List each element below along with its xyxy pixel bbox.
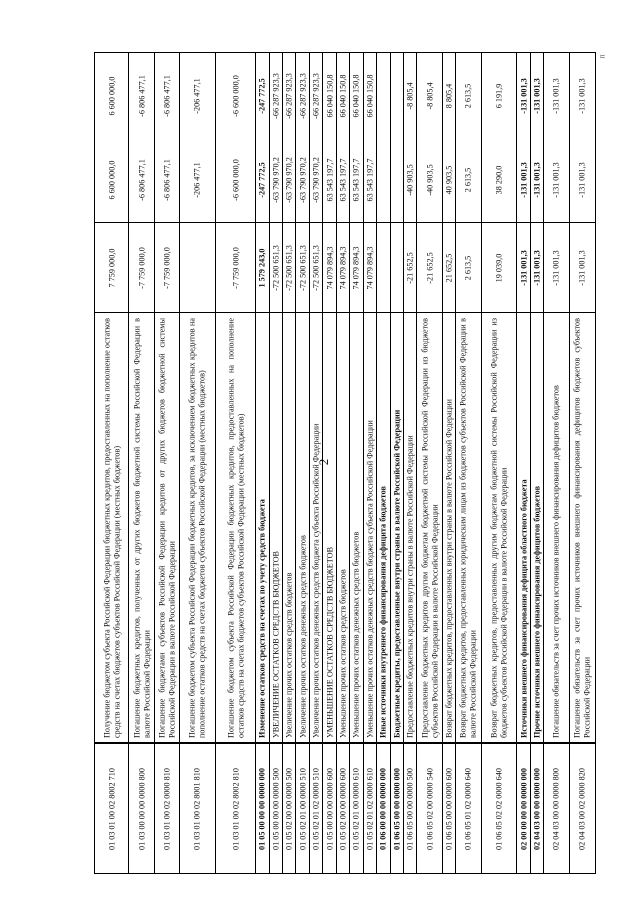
cell-text: 02 04 03 00 02 0000 820 (577, 767, 587, 850)
value-cell (129, 223, 153, 313)
cell-text: Возврат бюджетных кредитов, предоставленных внутри страны в валюте Российской Федерации (444, 398, 454, 738)
cell-text: -63 790 970,2 (297, 157, 307, 203)
value-cell (270, 53, 282, 138)
cell-text: -66 287 923,3 (311, 72, 321, 119)
corner-mark: п (597, 54, 607, 59)
cell-text: -8 805,4 (405, 81, 415, 110)
cell-text: 01 05 00 00 00 0000 500 (271, 767, 281, 850)
cell-text: 01 05 02 01 02 0000 510 (311, 767, 321, 850)
cell-text: -66 287 923,3 (297, 72, 307, 119)
cell-text: -247 772,5 (257, 77, 267, 114)
code-cell (544, 743, 568, 873)
code-cell (531, 743, 543, 873)
code-cell (391, 743, 403, 873)
cell-text: 01 06 05 00 00 0000 600 (444, 767, 454, 850)
value-cell (216, 223, 255, 313)
value-cell (337, 53, 349, 138)
code-cell (417, 743, 441, 873)
cell-text: -7 759 000,0 (136, 246, 146, 289)
name-cell (517, 313, 529, 743)
cell-text: -63 790 970,2 (311, 157, 321, 203)
cell-text: -131 001,3 (577, 249, 587, 286)
cell-text: Уменьшение прочих остатков денежных средств бюджетов (351, 531, 361, 738)
value-cell (456, 223, 480, 313)
name-cell (456, 313, 480, 743)
cell-text: 01 06 05 00 00 0000 500 (405, 767, 415, 850)
cell-text: 01 05 02 01 00 0000 510 (297, 767, 307, 850)
cell-text: 63 543 197,7 (324, 158, 334, 202)
cell-text: -131 001,3 (532, 162, 542, 198)
value-cell (256, 223, 268, 313)
name-cell (364, 313, 376, 743)
value-cell (570, 138, 595, 223)
name-cell (350, 313, 362, 743)
cell-text: Источники внешнего финансирования дефицита областного бюджета (518, 478, 528, 738)
code-cell (443, 743, 455, 873)
code-cell (377, 743, 389, 873)
value-cell (443, 223, 455, 313)
value-cell (180, 223, 215, 313)
cell-text: 02 04 03 00 00 0000 000 (532, 767, 542, 850)
cell-text: 01 03 00 00 00 0000 800 (136, 767, 146, 850)
value-cell (482, 53, 517, 138)
cell-text: 01 05 00 00 00 0000 000 (257, 767, 267, 850)
cell-text: -21 652,5 (405, 251, 415, 284)
name-cell (296, 313, 308, 743)
cell-text: 01 05 02 00 00 0000 600 (338, 767, 348, 850)
code-cell (296, 743, 308, 873)
code-cell (364, 743, 376, 873)
cell-text: 2 613,5 (463, 255, 473, 280)
code-cell (517, 743, 529, 873)
cell-text: -72 500 651,3 (297, 244, 307, 291)
cell-text: 01 03 01 00 02 8002 710 (106, 767, 116, 850)
name-cell (95, 313, 128, 743)
value-cell (417, 138, 441, 223)
cell-text: Предоставление бюджетных кредитов внутри страны в валюте Российской Федерации (405, 434, 415, 738)
cell-text: 74 079 894,3 (351, 246, 361, 289)
cell-text: УМЕНЬШЕНИЕ ОСТАТКОВ СРЕДСТВ БЮДЖЕТОВ (324, 546, 334, 738)
name-cell (256, 313, 268, 743)
name-cell (482, 313, 517, 743)
name-cell (443, 313, 455, 743)
cell-text: 66 040 150,8 (338, 74, 348, 117)
value-cell (456, 53, 480, 138)
value-cell (531, 223, 543, 313)
cell-text: 2 613,5 (463, 167, 473, 193)
value-cell (155, 223, 179, 313)
table-row (391, 53, 404, 873)
table-row (216, 53, 256, 873)
cell-text: -131 001,3 (532, 77, 542, 114)
cell-text: Погашение обязательств за счет прочих источников внешнего финансирования дефицитов бюджетов (551, 384, 561, 738)
cell-text: 01 06 05 01 02 0000 640 (463, 767, 473, 850)
code-cell (323, 743, 335, 873)
cell-text: Уменьшение прочих остатков средств бюджетов (338, 568, 348, 738)
cell-text: -6 600 000,0 (230, 74, 240, 117)
cell-text: Иные источники внутреннего финансирования дефицита бюджетов (378, 485, 388, 738)
value-cell (283, 138, 295, 223)
cell-text: 01 03 01 00 02 8002 810 (230, 767, 240, 850)
code-cell (95, 743, 128, 873)
value-cell (391, 138, 403, 223)
cell-text: 40 903,5 (444, 165, 454, 195)
code-cell (155, 743, 179, 873)
cell-text: Возврат бюджетных кредитов, предоставленных другим бюджетам бюджетной системы Российской Федерации из бюджетов субъектов Российской Федерации в валюте Российской Федерации (489, 317, 508, 738)
cell-text: 02 04 03 00 00 0000 800 (551, 767, 561, 850)
table-row (337, 53, 350, 873)
cell-text: 6 600 000,0 (106, 160, 116, 200)
cell-text: 01 03 01 00 02 8001 810 (192, 767, 202, 850)
cell-text: -40 903,5 (405, 164, 415, 196)
value-cell (296, 223, 308, 313)
table-row (570, 53, 595, 873)
value-cell (443, 53, 455, 138)
cell-text: Увеличение прочих остатков денежных средств бюджета субъекта Российской Федерации (311, 423, 321, 738)
cell-text: 66 040 150,8 (365, 74, 375, 117)
value-cell (270, 138, 282, 223)
cell-text: Увеличение прочих остатков средств бюджетов (284, 572, 294, 738)
name-cell (283, 313, 295, 743)
value-cell (377, 138, 389, 223)
code-cell (404, 743, 416, 873)
cell-text: 63 543 197,7 (338, 158, 348, 202)
value-cell (482, 223, 517, 313)
cell-text: 01 05 02 01 00 0000 610 (351, 767, 361, 850)
name-cell (216, 313, 255, 743)
table-row (323, 53, 336, 873)
cell-text: -7 759 000,0 (230, 246, 240, 289)
table-row (155, 53, 180, 873)
cell-text: 74 079 894,3 (338, 246, 348, 289)
cell-text: УВЕЛИЧЕНИЕ ОСТАТКОВ СРЕДСТВ БЮДЖЕТОВ (271, 550, 281, 738)
cell-text: Погашение обязательств за счет прочих источников внешнего финансирования дефицитов бюджетов субъектов Российской Федерации (572, 317, 592, 738)
cell-text: Погашение бюджетом субъекта Российской Федерации бюджетных кредитов, предоставленных на пополнение остатков средств на счетах бюджетов субъектов Российской Федерации (местных бюджетов) (226, 317, 245, 738)
budget-sources-table (94, 52, 596, 874)
value-cell (364, 53, 376, 138)
value-cell (216, 53, 255, 138)
table-row (129, 53, 154, 873)
value-cell (310, 223, 322, 313)
code-cell (456, 743, 480, 873)
cell-text: 01 06 05 00 00 0000 000 (391, 767, 401, 850)
value-cell (155, 138, 179, 223)
cell-text: Увеличение прочих остатков денежных средств бюджетов (297, 534, 307, 738)
value-cell (283, 53, 295, 138)
code-cell (310, 743, 322, 873)
name-cell (323, 313, 335, 743)
name-cell (377, 313, 389, 743)
value-cell (310, 53, 322, 138)
table-row (364, 53, 377, 873)
cell-text: -6 806 477,1 (136, 74, 146, 117)
cell-text: 19 039,0 (494, 253, 504, 282)
cell-text: 2 613,5 (463, 83, 473, 108)
value-cell (95, 223, 128, 313)
cell-text: 01 05 02 00 00 0000 500 (284, 767, 294, 850)
cell-text: -7 759 000,0 (162, 246, 172, 289)
cell-text: 63 543 197,7 (365, 158, 375, 202)
cell-text: -63 790 970,2 (271, 157, 281, 203)
table-row (270, 53, 283, 873)
cell-text: -40 903,5 (424, 164, 434, 196)
code-cell (180, 743, 215, 873)
value-cell (350, 223, 362, 313)
cell-text: 01 06 00 00 00 0000 000 (378, 767, 388, 850)
cell-text: -8 805,4 (424, 81, 434, 110)
value-cell (482, 138, 517, 223)
value-cell (517, 223, 529, 313)
code-cell (482, 743, 517, 873)
cell-text: Получение бюджетом субъекта Российской Федерации бюджетных кредитов, предоставленных на пополнение остатков средств на счетах бюджетов субъектов Российской Федерации (местных бюджетов) (102, 317, 121, 738)
cell-text: Изменение остатков средств на счетах по учету средств бюджета (257, 498, 267, 738)
cell-text: -131 001,3 (551, 162, 561, 198)
cell-text: -63 790 970,2 (284, 157, 294, 203)
cell-text: -131 001,3 (577, 162, 587, 198)
cell-text: 7 759 000,0 (106, 248, 116, 287)
value-cell (256, 53, 268, 138)
value-cell (544, 53, 568, 138)
cell-text: Погашение бюджетных кредитов, полученных от других бюджетов бюджетной системы Российской Федерации в валюте Российской Федерации (132, 317, 151, 738)
cell-text: Погашение бюджетом субъекта Российской Федерации бюджетных кредитов, за исключением бюджетных кредитов на пополнение остатков средств на счетах бюджетов субъектов Российской Федерации (местных бюджетов) (187, 317, 207, 738)
value-cell (391, 223, 403, 313)
value-cell (323, 223, 335, 313)
value-cell (531, 138, 543, 223)
cell-text: Бюджетные кредиты, предоставленные внутри страны в валюте Российской Федерации (391, 409, 401, 738)
cell-text: 6 600 000,0 (106, 76, 116, 115)
value-cell (364, 223, 376, 313)
name-cell (544, 313, 568, 743)
value-cell (296, 53, 308, 138)
table-row (180, 53, 216, 873)
cell-text: 21 652,5 (444, 253, 454, 282)
name-cell (531, 313, 543, 743)
cell-text: 01 05 00 00 00 0000 600 (324, 767, 334, 850)
value-cell (404, 138, 416, 223)
table-row (256, 53, 269, 873)
value-cell (323, 138, 335, 223)
value-cell (95, 53, 128, 138)
cell-text: 8 805,4 (444, 83, 454, 108)
cell-text: -72 500 651,3 (271, 244, 281, 291)
cell-text: 63 543 197,7 (351, 158, 361, 202)
code-cell (570, 743, 595, 873)
cell-text: Возврат бюджетных кредитов, предоставленных юридическим лицам из бюджетов субъектов Российской Федерации в валюте Российской Федерации (458, 317, 478, 738)
value-cell (377, 223, 389, 313)
value-cell (216, 138, 255, 223)
cell-text: -6 806 477,1 (162, 74, 172, 117)
cell-text: -66 287 923,3 (284, 72, 294, 119)
table-row (417, 53, 442, 873)
value-cell (337, 138, 349, 223)
value-cell (283, 223, 295, 313)
value-cell (443, 138, 455, 223)
cell-text: 74 079 894,3 (365, 246, 375, 289)
cell-text: 02 00 00 00 00 0000 000 (518, 767, 528, 850)
cell-text: -6 806 477,1 (162, 159, 172, 201)
value-cell (377, 53, 389, 138)
value-cell (129, 138, 153, 223)
name-cell (404, 313, 416, 743)
cell-text: -206 477,1 (192, 77, 202, 114)
table-row (456, 53, 481, 873)
table-row (404, 53, 417, 873)
value-cell (310, 138, 322, 223)
value-cell (95, 138, 128, 223)
value-cell (350, 138, 362, 223)
code-cell (337, 743, 349, 873)
table-row (443, 53, 456, 873)
value-cell (364, 138, 376, 223)
code-cell (270, 743, 282, 873)
name-cell (129, 313, 153, 743)
cell-text: Погашение бюджетами субъектов Российской Федерации кредитов от других бюджетов бюджетной системы Российской Федерации в валюте Российской Федерации (157, 317, 176, 738)
cell-text: -72 500 651,3 (311, 244, 321, 291)
value-cell (544, 223, 568, 313)
value-cell (256, 138, 268, 223)
name-cell (180, 313, 215, 743)
value-cell (270, 223, 282, 313)
cell-text: -131 001,3 (518, 77, 528, 114)
cell-text: 01 06 05 02 02 0000 640 (494, 767, 504, 850)
cell-text: 66 040 150,8 (324, 74, 334, 117)
cell-text: -131 001,3 (551, 77, 561, 114)
cell-text: -206 477,1 (192, 162, 202, 198)
cell-text: Уменьшение прочих остатков денежных средств бюджета субъекта Российской Федерации (365, 419, 375, 738)
cell-text: -6 806 477,1 (136, 159, 146, 201)
table-row (531, 53, 544, 873)
cell-text: 66 040 150,8 (351, 74, 361, 117)
name-cell (391, 313, 403, 743)
table-row (350, 53, 363, 873)
table-row (517, 53, 530, 873)
cell-text: 01 05 02 01 02 0000 610 (365, 767, 375, 850)
code-cell (283, 743, 295, 873)
value-cell (517, 53, 529, 138)
value-cell (296, 138, 308, 223)
value-cell (404, 223, 416, 313)
cell-text: -131 001,3 (518, 162, 528, 198)
value-cell (456, 138, 480, 223)
cell-text: Предоставление бюджетных кредитов другим бюджетам бюджетной системы Российской Федерации из бюджетов субъектов Российской Федерации в валюте Российской Федерации (420, 317, 439, 738)
cell-text: -72 500 651,3 (284, 244, 294, 291)
cell-text: Прочие источники внешнего финансирования дефицитов бюджетов (532, 485, 542, 738)
cell-text: 6 191,9 (494, 83, 504, 108)
value-cell (129, 53, 153, 138)
table-row (95, 53, 129, 873)
value-cell (417, 223, 441, 313)
name-cell (310, 313, 322, 743)
value-cell (570, 223, 595, 313)
code-cell (350, 743, 362, 873)
code-cell (129, 743, 153, 873)
cell-text: -131 001,3 (551, 249, 561, 286)
cell-text: 74 079 894,3 (324, 246, 334, 289)
value-cell (180, 138, 215, 223)
value-cell (391, 53, 403, 138)
code-cell (256, 743, 268, 873)
cell-text: -6 600 000,0 (230, 159, 240, 201)
cell-text: -21 652,5 (424, 251, 434, 284)
name-cell (570, 313, 595, 743)
value-cell (180, 53, 215, 138)
cell-text: -131 001,3 (518, 249, 528, 286)
cell-text: -131 001,3 (577, 77, 587, 114)
cell-text: 1 579 243,0 (257, 248, 267, 287)
name-cell (337, 313, 349, 743)
code-cell (216, 743, 255, 873)
value-cell (517, 138, 529, 223)
cell-text: 01 03 01 00 02 0000 810 (162, 767, 172, 850)
name-cell (155, 313, 179, 743)
cell-text: -131 001,3 (532, 249, 542, 286)
cell-text: -247 772,5 (257, 162, 267, 198)
value-cell (350, 53, 362, 138)
table-row (310, 53, 323, 873)
table-row (377, 53, 390, 873)
cell-text: 38 290,0 (494, 165, 504, 195)
value-cell (323, 53, 335, 138)
cell-text: -66 287 923,3 (271, 72, 281, 119)
value-cell (417, 53, 441, 138)
name-cell (270, 313, 282, 743)
table-row (296, 53, 309, 873)
page-number: 2 (316, 458, 331, 466)
table-row (482, 53, 518, 873)
table-row (283, 53, 296, 873)
value-cell (544, 138, 568, 223)
value-cell (531, 53, 543, 138)
value-cell (570, 53, 595, 138)
name-cell (417, 313, 441, 743)
table-row (544, 53, 569, 873)
cell-text: 01 06 05 02 00 0000 540 (424, 767, 434, 850)
value-cell (155, 53, 179, 138)
value-cell (337, 223, 349, 313)
value-cell (404, 53, 416, 138)
